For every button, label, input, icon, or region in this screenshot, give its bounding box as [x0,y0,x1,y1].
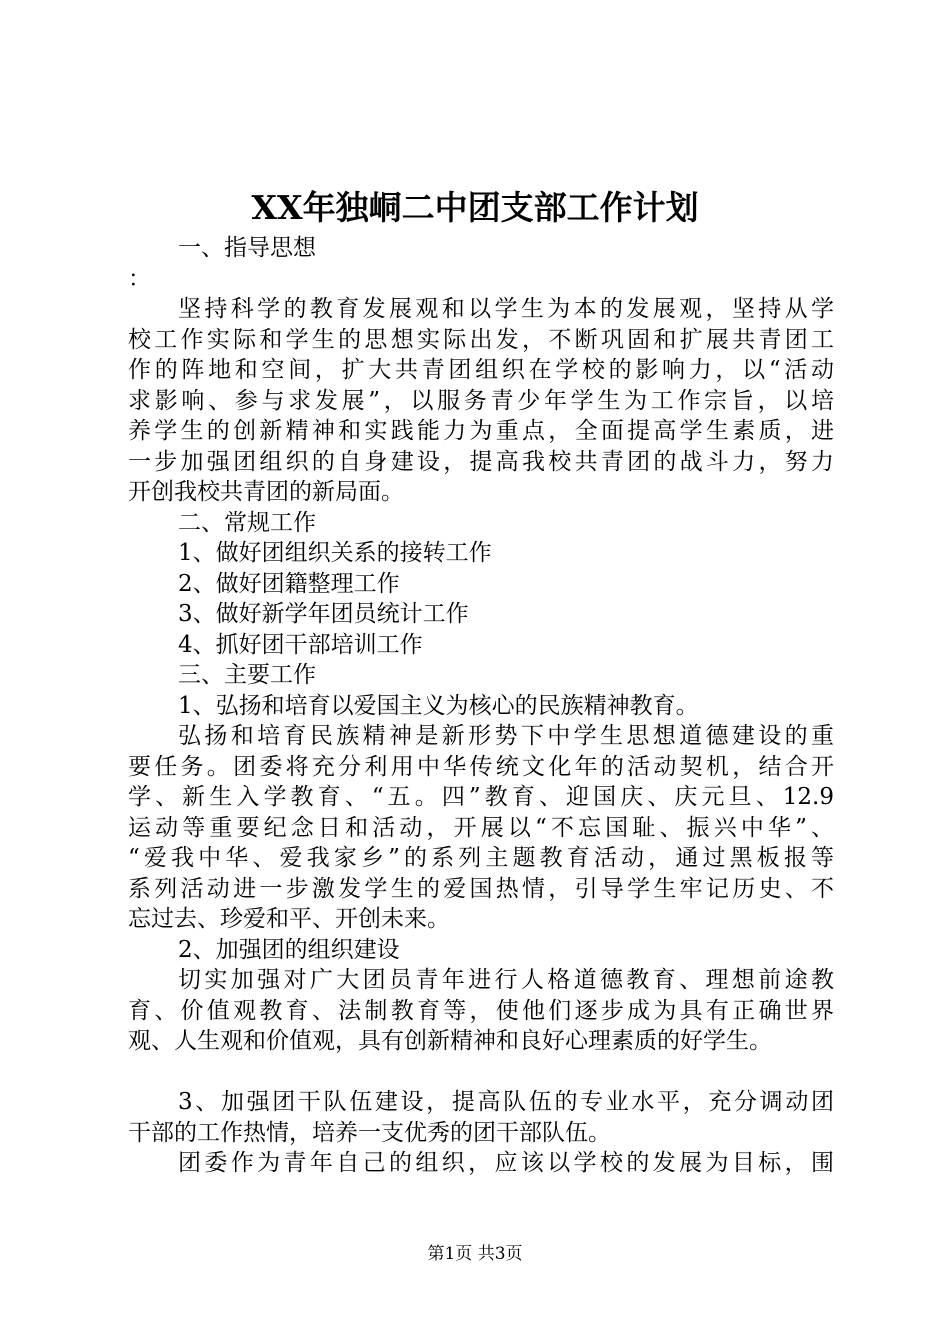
paragraph-line: 育、价值观教育、法制教育等，使他们逐步成为具有正确世界 [128,997,834,1024]
document-title: XX年独峒二中团支部工作计划 [251,188,699,227]
list-item: 4、抓好团干部培训工作 [178,631,423,658]
colon-line: ： [128,265,151,292]
page-number-footer: 第1页 共3页 [427,1244,523,1264]
paragraph-line: 切实加强对广大团员青年进行人格道德教育、理想前途教 [178,967,834,993]
paragraph-line: 观、人生观和价值观，具有创新精神和良好心理素质的好学生。 [128,1028,772,1054]
list-item: 2、做好团籍整理工作 [178,570,400,597]
paragraph-line: 运动等重要纪念日和活动，开展以“不忘国耻、振兴中华”、 [128,814,834,841]
paragraph-line: 弘扬和培育民族精神是新形势下中学生思想道德建设的重 [178,723,834,749]
section-heading-main-work: 三、主要工作 [178,662,316,688]
paragraph-line: 作的阵地和空间，扩大共青团组织在学校的影响力，以“活动 [128,357,834,383]
paragraph-line: “爱我中华、爱我家乡”的系列主题教育活动，通过黑板报等 [128,845,834,871]
paragraph-line: 一步加强团组织的自身建设，提高我校共青团的战斗力，努力 [128,448,834,475]
paragraph-line: 干部的工作热情，培养一支优秀的团干部队伍。 [128,1119,611,1146]
list-item: 1、做好团组织关系的接转工作 [178,540,492,566]
paragraph-line: 3、加强团干队伍建设，提高队伍的专业水平，充分调动团 [178,1089,834,1115]
paragraph-line: 求影响、参与求发展”，以服务青少年学生为工作宗旨，以培 [128,387,834,414]
section-heading-guiding-thought: 一、指导思想 [178,235,316,261]
paragraph-line: 校工作实际和学生的思想实际出发，不断巩固和扩展共青团工 [128,326,834,353]
paragraph-line: 要任务。团委将充分利用中华传统文化年的活动契机，结合开 [128,753,834,780]
subheading: 1、弘扬和培育以爱国主义为核心的民族精神教育。 [178,692,699,719]
paragraph-line: 团委作为青年自己的组织，应该以学校的发展为目标，围 [178,1150,834,1176]
paragraph-line: 坚持科学的教育发展观和以学生为本的发展观，坚持从学 [178,296,834,322]
paragraph-line: 忘过去、珍爱和平、开创未来。 [128,906,450,932]
paragraph-line: 学、新生入学教育、“五。四”教育、迎国庆、庆元旦、12.9 [128,784,834,810]
list-item: 3、做好新学年团员统计工作 [178,601,469,627]
paragraph-line: 系列活动进一步激发学生的爱国热情，引导学生牢记历史、不 [128,875,834,902]
section-heading-routine-work: 二、常规工作 [178,509,316,536]
paragraph-line: 养学生的创新精神和实践能力为重点，全面提高学生素质，进 [128,418,834,444]
blank-line [128,1057,834,1088]
document-body [128,233,834,1179]
subheading: 2、加强团的组织建设 [178,936,400,963]
paragraph-line: 开创我校共青团的新局面。 [128,479,404,505]
